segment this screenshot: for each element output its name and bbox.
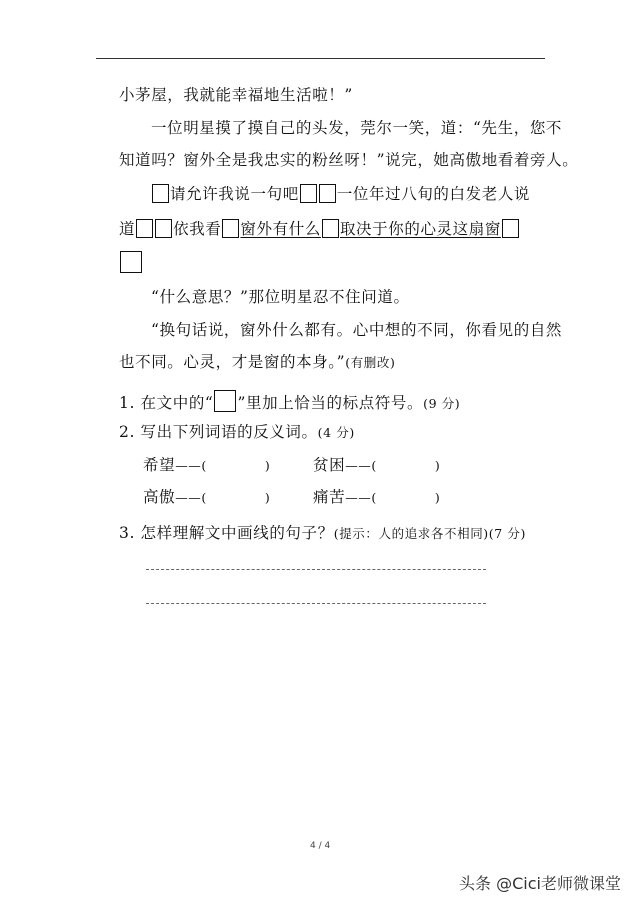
passage-line-9 bbox=[119, 352, 395, 373]
question-text: 在文中的“ bbox=[140, 394, 214, 412]
punctuation-box[interactable] bbox=[319, 184, 336, 203]
antonym-row-2-right bbox=[313, 487, 440, 508]
word: 贫困 bbox=[313, 456, 346, 474]
question-text: 怎样理解文中画线的句子？ bbox=[140, 524, 334, 542]
answer-line[interactable] bbox=[146, 603, 486, 604]
word: 痛苦 bbox=[313, 488, 346, 506]
antonym-row-1-right bbox=[313, 455, 440, 476]
punctuation-box[interactable] bbox=[155, 219, 172, 238]
passage-line-7: “什么意思？”那位明星忍不住问道。 bbox=[151, 288, 410, 306]
passage-line-3: 知道吗？窗外全是我忠实的粉丝呀！”说完，她高傲地看着旁人。 bbox=[119, 151, 579, 169]
question-hint: (提示：人的追求各不相同) bbox=[333, 526, 489, 541]
question-score: (7 分) bbox=[488, 526, 526, 541]
passage-line-8: “换句话说，窗外什么都有。心中想的不同，你看见的自然 bbox=[151, 321, 563, 339]
question-number: 3. bbox=[119, 524, 135, 542]
question-score: (9 分) bbox=[423, 396, 461, 411]
passage-line-4 bbox=[151, 184, 530, 204]
passage-line-2: 一位明星摸了摸自己的头发，莞尔一笑，道：“先生，您不 bbox=[151, 119, 563, 137]
question-text: ”里加上恰当的标点符号。 bbox=[237, 394, 424, 412]
underlined-sentence-part-2: 取决于你的心灵这扇窗 bbox=[339, 220, 501, 238]
passage-text: 依我看 bbox=[173, 220, 222, 238]
header-rule bbox=[96, 58, 545, 59]
answer-blank: ——( bbox=[345, 490, 377, 505]
question-number: 1. bbox=[119, 394, 135, 412]
source-note: (有删改) bbox=[345, 355, 396, 370]
word: 高傲 bbox=[143, 488, 176, 506]
passage-line-1: 小茅屋，我就能幸福地生活啦！” bbox=[119, 86, 353, 104]
punctuation-box-sample bbox=[214, 390, 236, 412]
punctuation-box[interactable] bbox=[136, 219, 153, 238]
punctuation-box[interactable] bbox=[222, 219, 239, 238]
answer-blank-close: ) bbox=[264, 490, 271, 505]
answer-line[interactable] bbox=[146, 569, 486, 570]
answer-blank: ——( bbox=[345, 458, 377, 473]
punctuation-box[interactable] bbox=[502, 219, 519, 238]
antonym-row-1-left bbox=[143, 455, 270, 476]
underlined-sentence-part-1: 窗外有什么 bbox=[240, 220, 321, 238]
answer-blank-close: ) bbox=[434, 458, 441, 473]
punctuation-box[interactable] bbox=[300, 184, 317, 203]
punctuation-box[interactable] bbox=[120, 251, 142, 273]
page-number: 4 / 4 bbox=[310, 841, 331, 851]
answer-blank: ——( bbox=[175, 458, 207, 473]
word: 希望 bbox=[143, 456, 176, 474]
passage-line-5 bbox=[119, 219, 520, 239]
passage-text: 一位年过八旬的白发老人说 bbox=[336, 185, 531, 203]
antonym-row-2-left bbox=[143, 487, 270, 508]
passage-line-6 bbox=[119, 251, 143, 274]
passage-text: 请允许我说一句吧 bbox=[170, 185, 299, 203]
passage-text: 也不同。心灵，才是窗的本身。” bbox=[119, 353, 346, 371]
passage-text: 道 bbox=[119, 220, 136, 238]
question-text: 写出下列词语的反义词。 bbox=[140, 423, 318, 441]
question-1 bbox=[119, 390, 460, 414]
watermark: 头条 @Cici老师微课堂 bbox=[459, 874, 621, 893]
question-score: (4 分) bbox=[317, 425, 355, 440]
answer-blank-close: ) bbox=[264, 458, 271, 473]
answer-blank: ——( bbox=[175, 490, 207, 505]
question-number: 2. bbox=[119, 423, 135, 441]
answer-blank-close: ) bbox=[434, 490, 441, 505]
question-2 bbox=[119, 422, 355, 443]
punctuation-box[interactable] bbox=[322, 219, 339, 238]
question-3 bbox=[119, 523, 526, 544]
punctuation-box[interactable] bbox=[152, 184, 169, 203]
